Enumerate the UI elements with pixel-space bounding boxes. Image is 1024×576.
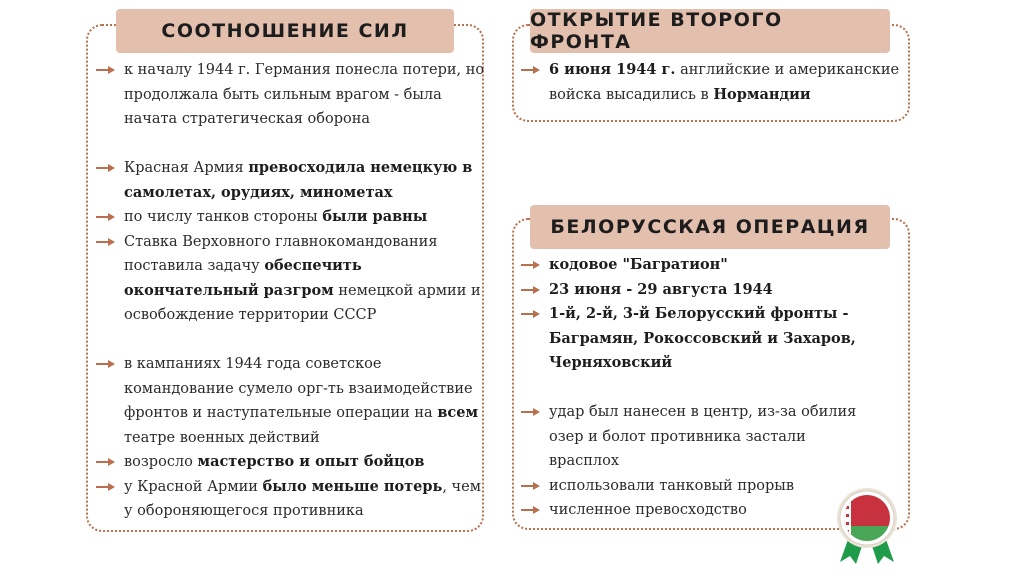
arrow-right-icon bbox=[96, 230, 118, 255]
belarus-operation-list bbox=[521, 253, 871, 523]
arrow-right-icon bbox=[521, 58, 543, 83]
arrow-right-icon bbox=[521, 278, 543, 303]
arrow-right-icon bbox=[521, 498, 543, 523]
list-item: Ставка Верховного главнокомандования поставила задачу обеспечить окончательный разгром немецкой армии и освобождение территории СССР bbox=[96, 230, 488, 328]
belarus-operation-title: БЕЛОРУССКАЯ ОПЕРАЦИЯ bbox=[530, 205, 890, 249]
list-item: возросло мастерство и опыт бойцов bbox=[96, 450, 488, 475]
arrow-right-icon bbox=[521, 253, 543, 278]
arrow-right-icon bbox=[521, 474, 543, 499]
arrow-right-icon bbox=[96, 450, 118, 475]
balance-of-forces-title: СООТНОШЕНИЕ СИЛ bbox=[116, 9, 454, 53]
arrow-right-icon bbox=[96, 475, 118, 500]
arrow-right-icon bbox=[96, 205, 118, 230]
list-item: 23 июня - 29 августа 1944 bbox=[521, 278, 871, 303]
list-item: у Красной Армии было меньше потерь, чем у обороняющегося противника bbox=[96, 475, 488, 524]
list-item: численное превосходство bbox=[521, 498, 871, 523]
list-item: удар был нанесен в центр, из-за обилия озер и болот противника застали врасплох bbox=[521, 400, 871, 474]
belarus-flag-rosette-icon bbox=[832, 486, 902, 566]
arrow-right-icon bbox=[521, 302, 543, 327]
list-item: по числу танков стороны были равны bbox=[96, 205, 488, 230]
arrow-right-icon bbox=[96, 156, 118, 181]
list-item: использовали танковый прорыв bbox=[521, 474, 871, 499]
second-front-list bbox=[521, 58, 909, 107]
list-item: 6 июня 1944 г. английские и американские войска высадились в Нормандии bbox=[521, 58, 909, 107]
second-front-title: ОТКРЫТИЕ ВТОРОГО ФРОНТА bbox=[530, 9, 890, 53]
list-item: кодовое "Багратион" bbox=[521, 253, 871, 278]
list-item: в кампаниях 1944 года советское командование сумело орг-ть взаимодействие фронтов и наступательные операции на всем театре военных действий bbox=[96, 352, 488, 450]
list-item: Красная Армия превосходила немецкую в самолетах, орудиях, минометах bbox=[96, 156, 488, 205]
arrow-right-icon bbox=[96, 352, 118, 377]
arrow-right-icon bbox=[96, 58, 118, 83]
arrow-right-icon bbox=[521, 400, 543, 425]
list-item: 1-й, 2-й, 3-й Белорусский фронты - Баграмян, Рокоссовский и Захаров, Черняховский bbox=[521, 302, 871, 376]
balance-of-forces-list bbox=[96, 58, 488, 524]
list-item: к началу 1944 г. Германия понесла потери, но продолжала быть сильным врагом - была начата стратегическая оборона bbox=[96, 58, 488, 132]
